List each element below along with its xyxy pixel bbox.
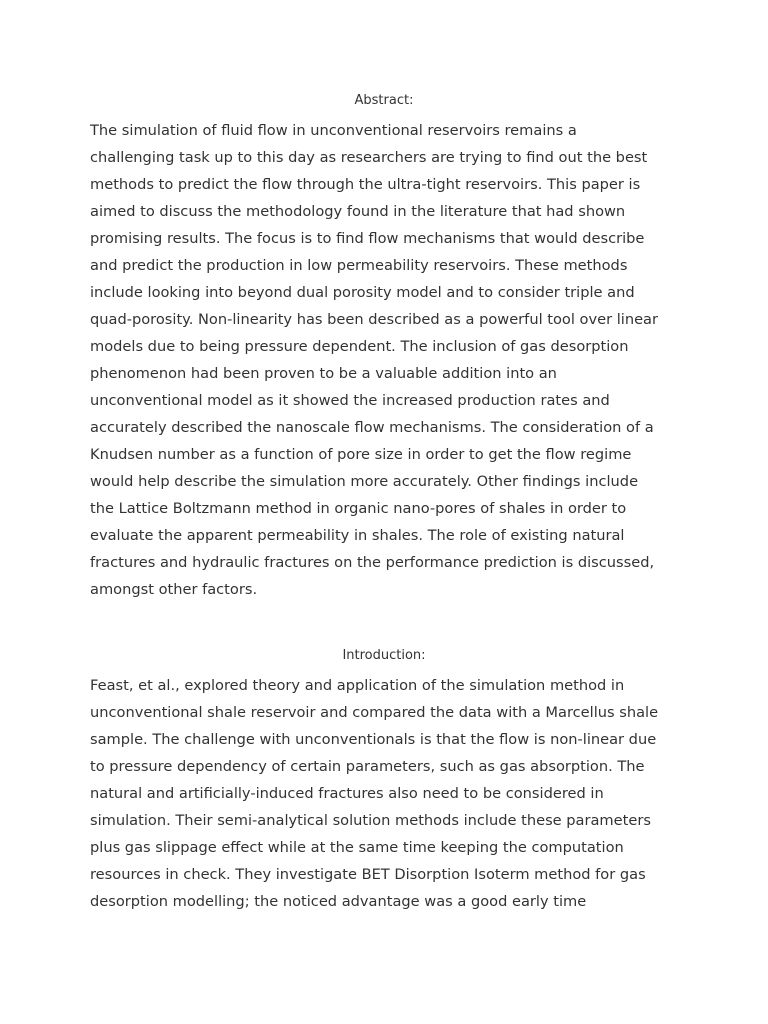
abstract-paragraph <box>90 117 690 603</box>
introduction-line: Feast, et al., explored theory and application of the simulation method in <box>90 677 625 694</box>
abstract-line: Knudsen number as a function of pore size in order to get the flow regime <box>90 446 632 463</box>
introduction-line: sample. The challenge with unconventionals is that the flow is non-linear due <box>90 731 657 748</box>
introduction-line: simulation. Their semi-analytical solution methods include these parameters <box>90 812 651 829</box>
abstract-line: promising results. The focus is to find flow mechanisms that would describe <box>90 230 645 247</box>
abstract-line: aimed to discuss the methodology found in the literature that had shown <box>90 203 626 220</box>
abstract-line: amongst other factors. <box>90 581 258 598</box>
introduction-line: resources in check. They investigate BET Disorption Isoterm method for gas <box>90 866 646 883</box>
abstract-line: accurately described the nanoscale flow mechanisms. The consideration of a <box>90 419 654 436</box>
introduction-line: to pressure dependency of certain parameters, such as gas absorption. The <box>90 758 645 775</box>
introduction-line: plus gas slippage effect while at the same time keeping the computation <box>90 839 624 856</box>
abstract-line: unconventional model as it showed the increased production rates and <box>90 392 610 409</box>
abstract-line: phenomenon had been proven to be a valuable addition into an <box>90 365 557 382</box>
abstract-line: challenging task up to this day as researchers are trying to find out the best <box>90 149 648 166</box>
abstract-line: and predict the production in low permeability reservoirs. These methods <box>90 257 628 274</box>
abstract-line: The simulation of fluid flow in unconventional reservoirs remains a <box>90 122 577 139</box>
introduction-heading: Introduction: <box>342 648 426 663</box>
abstract-line: quad-porosity. Non-linearity has been described as a powerful tool over linear <box>90 311 658 328</box>
abstract-line: the Lattice Boltzmann method in organic nano-pores of shales in order to <box>90 500 627 517</box>
introduction-line: unconventional shale reservoir and compared the data with a Marcellus shale <box>90 704 659 721</box>
introduction-line: desorption modelling; the noticed advantage was a good early time <box>90 893 587 910</box>
abstract-line: fractures and hydraulic fractures on the performance prediction is discussed, <box>90 554 655 571</box>
abstract-line: methods to predict the flow through the ultra-tight reservoirs. This paper is <box>90 176 641 193</box>
abstract-line: would help describe the simulation more accurately. Other findings include <box>90 473 639 490</box>
abstract-heading: Abstract: <box>354 93 414 108</box>
abstract-line: include looking into beyond dual porosity model and to consider triple and <box>90 284 635 301</box>
abstract-line: models due to being pressure dependent. The inclusion of gas desorption <box>90 338 629 355</box>
introduction-paragraph <box>90 672 690 915</box>
introduction-line: natural and artificially-induced fractures also need to be considered in <box>90 785 604 802</box>
abstract-line: evaluate the apparent permeability in shales. The role of existing natural <box>90 527 625 544</box>
